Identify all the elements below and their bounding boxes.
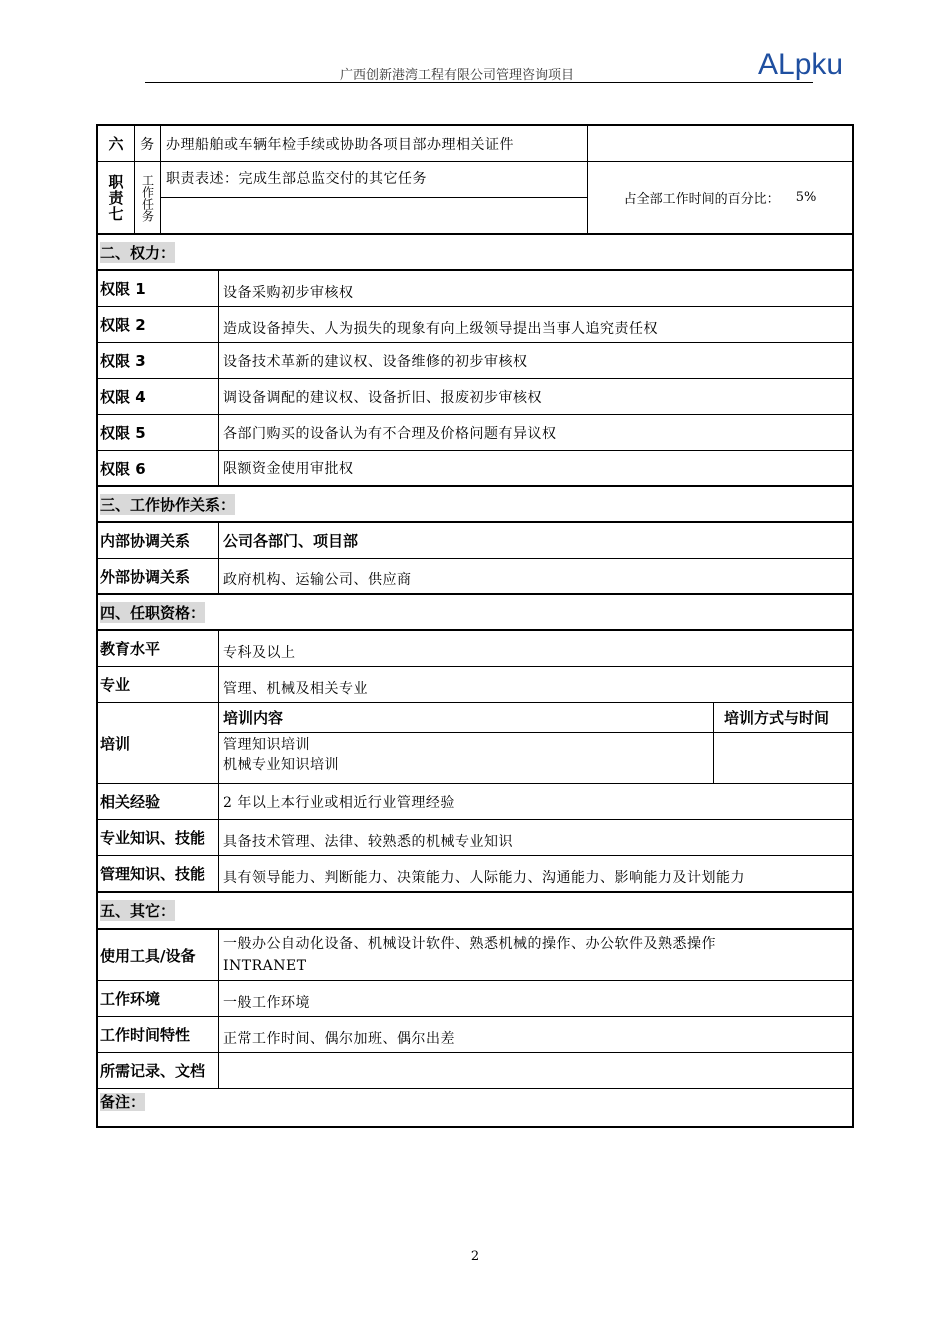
- authority-row: [98, 271, 852, 307]
- duty-six-number: 六: [108, 135, 124, 153]
- internal-coordination-row: [98, 523, 852, 559]
- training-detail: [218, 703, 852, 783]
- experience-row: [98, 784, 852, 820]
- education-label: 教育水平: [100, 640, 161, 658]
- cooperation-heading-row: [98, 487, 852, 523]
- experience-label: 相关经验: [100, 793, 161, 811]
- authority-heading-row: [98, 235, 852, 271]
- work-time-label: 工作时间特性: [100, 1026, 191, 1044]
- authority-text: 各部门购买的设备认为有不合理及价格问题有异议权: [218, 415, 852, 450]
- major-row: [98, 667, 852, 703]
- qualification-heading-row: [98, 595, 852, 631]
- authority-text: 造成设备掉失、人为损失的现象有向上级领导提出当事人追究责任权: [218, 307, 852, 342]
- authority-label: 权限 4: [100, 388, 146, 406]
- header-title: 广西创新港湾工程有限公司管理咨询项目: [340, 68, 575, 83]
- duty-seven-side-label: 工作任务: [134, 162, 160, 233]
- environment-row: [98, 981, 852, 1017]
- remark-row: [98, 1089, 852, 1126]
- internal-coordination-label: 内部协调关系: [100, 532, 191, 550]
- professional-skill-value: 具备技术管理、法律、较熟悉的机械专业知识: [218, 820, 852, 855]
- authority-text: 调设备调配的建议权、设备折旧、报废初步审核权: [218, 379, 852, 414]
- header-rule: [145, 82, 813, 83]
- external-coordination-row: [98, 559, 852, 595]
- authority-row: [98, 379, 852, 415]
- internal-coordination-value: 公司各部门、项目部: [218, 523, 852, 558]
- work-time-value: 正常工作时间、偶尔加班、偶尔出差: [218, 1017, 852, 1052]
- svg-text:ALpku: ALpku: [758, 48, 844, 81]
- training-item: 机械专业知识培训: [223, 757, 339, 773]
- remark-label: 备注：: [100, 1093, 146, 1111]
- external-coordination-value: 政府机构、运输公司、供应商: [218, 559, 852, 593]
- professional-skill-label: 专业知识、技能: [100, 829, 206, 847]
- duty-seven-desc-box: [160, 162, 587, 233]
- duty-seven-row: [98, 162, 852, 235]
- percent-value: 5%: [795, 190, 817, 205]
- other-heading: 五、其它：: [100, 902, 176, 920]
- percent-label: 占全部工作时间的百分比：: [623, 192, 780, 207]
- professional-skill-row: [98, 820, 852, 856]
- tools-row: [98, 930, 852, 981]
- authority-row: [98, 451, 852, 487]
- job-description-table: [96, 124, 854, 1128]
- duty-six-row: [98, 126, 852, 162]
- duty-six-side-label: 务: [134, 126, 160, 161]
- external-coordination-label: 外部协调关系: [100, 567, 191, 586]
- management-skill-label: 管理知识、技能: [100, 865, 206, 883]
- authority-label: 权限 1: [100, 280, 146, 298]
- management-skill-row: [98, 856, 852, 893]
- training-method-cell: [713, 732, 852, 783]
- records-label: 所需记录、文档: [100, 1062, 206, 1080]
- duty-seven-percent: [587, 162, 852, 233]
- other-heading-row: [98, 893, 852, 930]
- training-content-header: 培训内容: [223, 709, 284, 727]
- authority-label: 权限 6: [100, 459, 146, 478]
- authority-text: 设备技术革新的建议权、设备维修的初步审核权: [218, 343, 852, 378]
- authority-label: 权限 2: [100, 316, 146, 334]
- major-label: 专业: [100, 676, 131, 694]
- training-row: [98, 703, 852, 784]
- major-value: 管理、机械及相关专业: [218, 667, 852, 702]
- alpku-logo: [758, 44, 870, 84]
- tools-label: 使用工具/设备: [100, 946, 196, 965]
- training-label: 培训: [100, 734, 131, 753]
- authority-text: 设备采购初步审核权: [218, 271, 852, 306]
- environment-label: 工作环境: [100, 990, 161, 1008]
- records-row: [98, 1053, 852, 1089]
- tools-value-line: INTRANET: [223, 958, 307, 974]
- authority-text: 限额资金使用审批权: [218, 451, 852, 485]
- qualification-heading: 四、任职资格：: [100, 603, 206, 622]
- management-skill-value: 具有领导能力、判断能力、决策能力、人际能力、沟通能力、影响能力及计划能力: [218, 856, 852, 891]
- education-row: [98, 631, 852, 667]
- cooperation-heading: 三、工作协作关系：: [100, 495, 236, 514]
- duty-six-extra: [587, 126, 852, 161]
- records-value: [218, 1053, 852, 1088]
- authority-row: [98, 415, 852, 451]
- authority-row: [98, 343, 852, 379]
- training-content-list: [219, 732, 713, 783]
- authority-label: 权限 3: [100, 352, 146, 370]
- environment-value: 一般工作环境: [218, 981, 852, 1016]
- training-method-header: 培训方式与时间: [713, 703, 852, 732]
- tools-value-line: 一般办公自动化设备、机械设计软件、熟悉机械的操作、办公软件及熟悉操作: [223, 936, 716, 952]
- training-item: 管理知识培训: [223, 737, 310, 753]
- education-value: 专科及以上: [218, 631, 852, 666]
- authority-row: [98, 307, 852, 343]
- tools-value: [218, 930, 852, 980]
- authority-label: 权限 5: [100, 424, 146, 442]
- duty-seven-label: 职责七: [106, 173, 125, 222]
- authority-heading: 二、权力：: [100, 243, 176, 262]
- training-body-row: [219, 732, 852, 783]
- work-time-row: [98, 1017, 852, 1053]
- training-header-row: [219, 703, 852, 733]
- duty-six-text: 办理船舶或车辆年检手续或协助各项目部办理相关证件: [160, 126, 587, 161]
- page-number: 2: [470, 1249, 480, 1264]
- duty-seven-desc: 职责表述：完成生部总监交付的其它任务: [161, 162, 587, 198]
- experience-value: 2 年以上本行业或相近行业管理经验: [218, 784, 852, 819]
